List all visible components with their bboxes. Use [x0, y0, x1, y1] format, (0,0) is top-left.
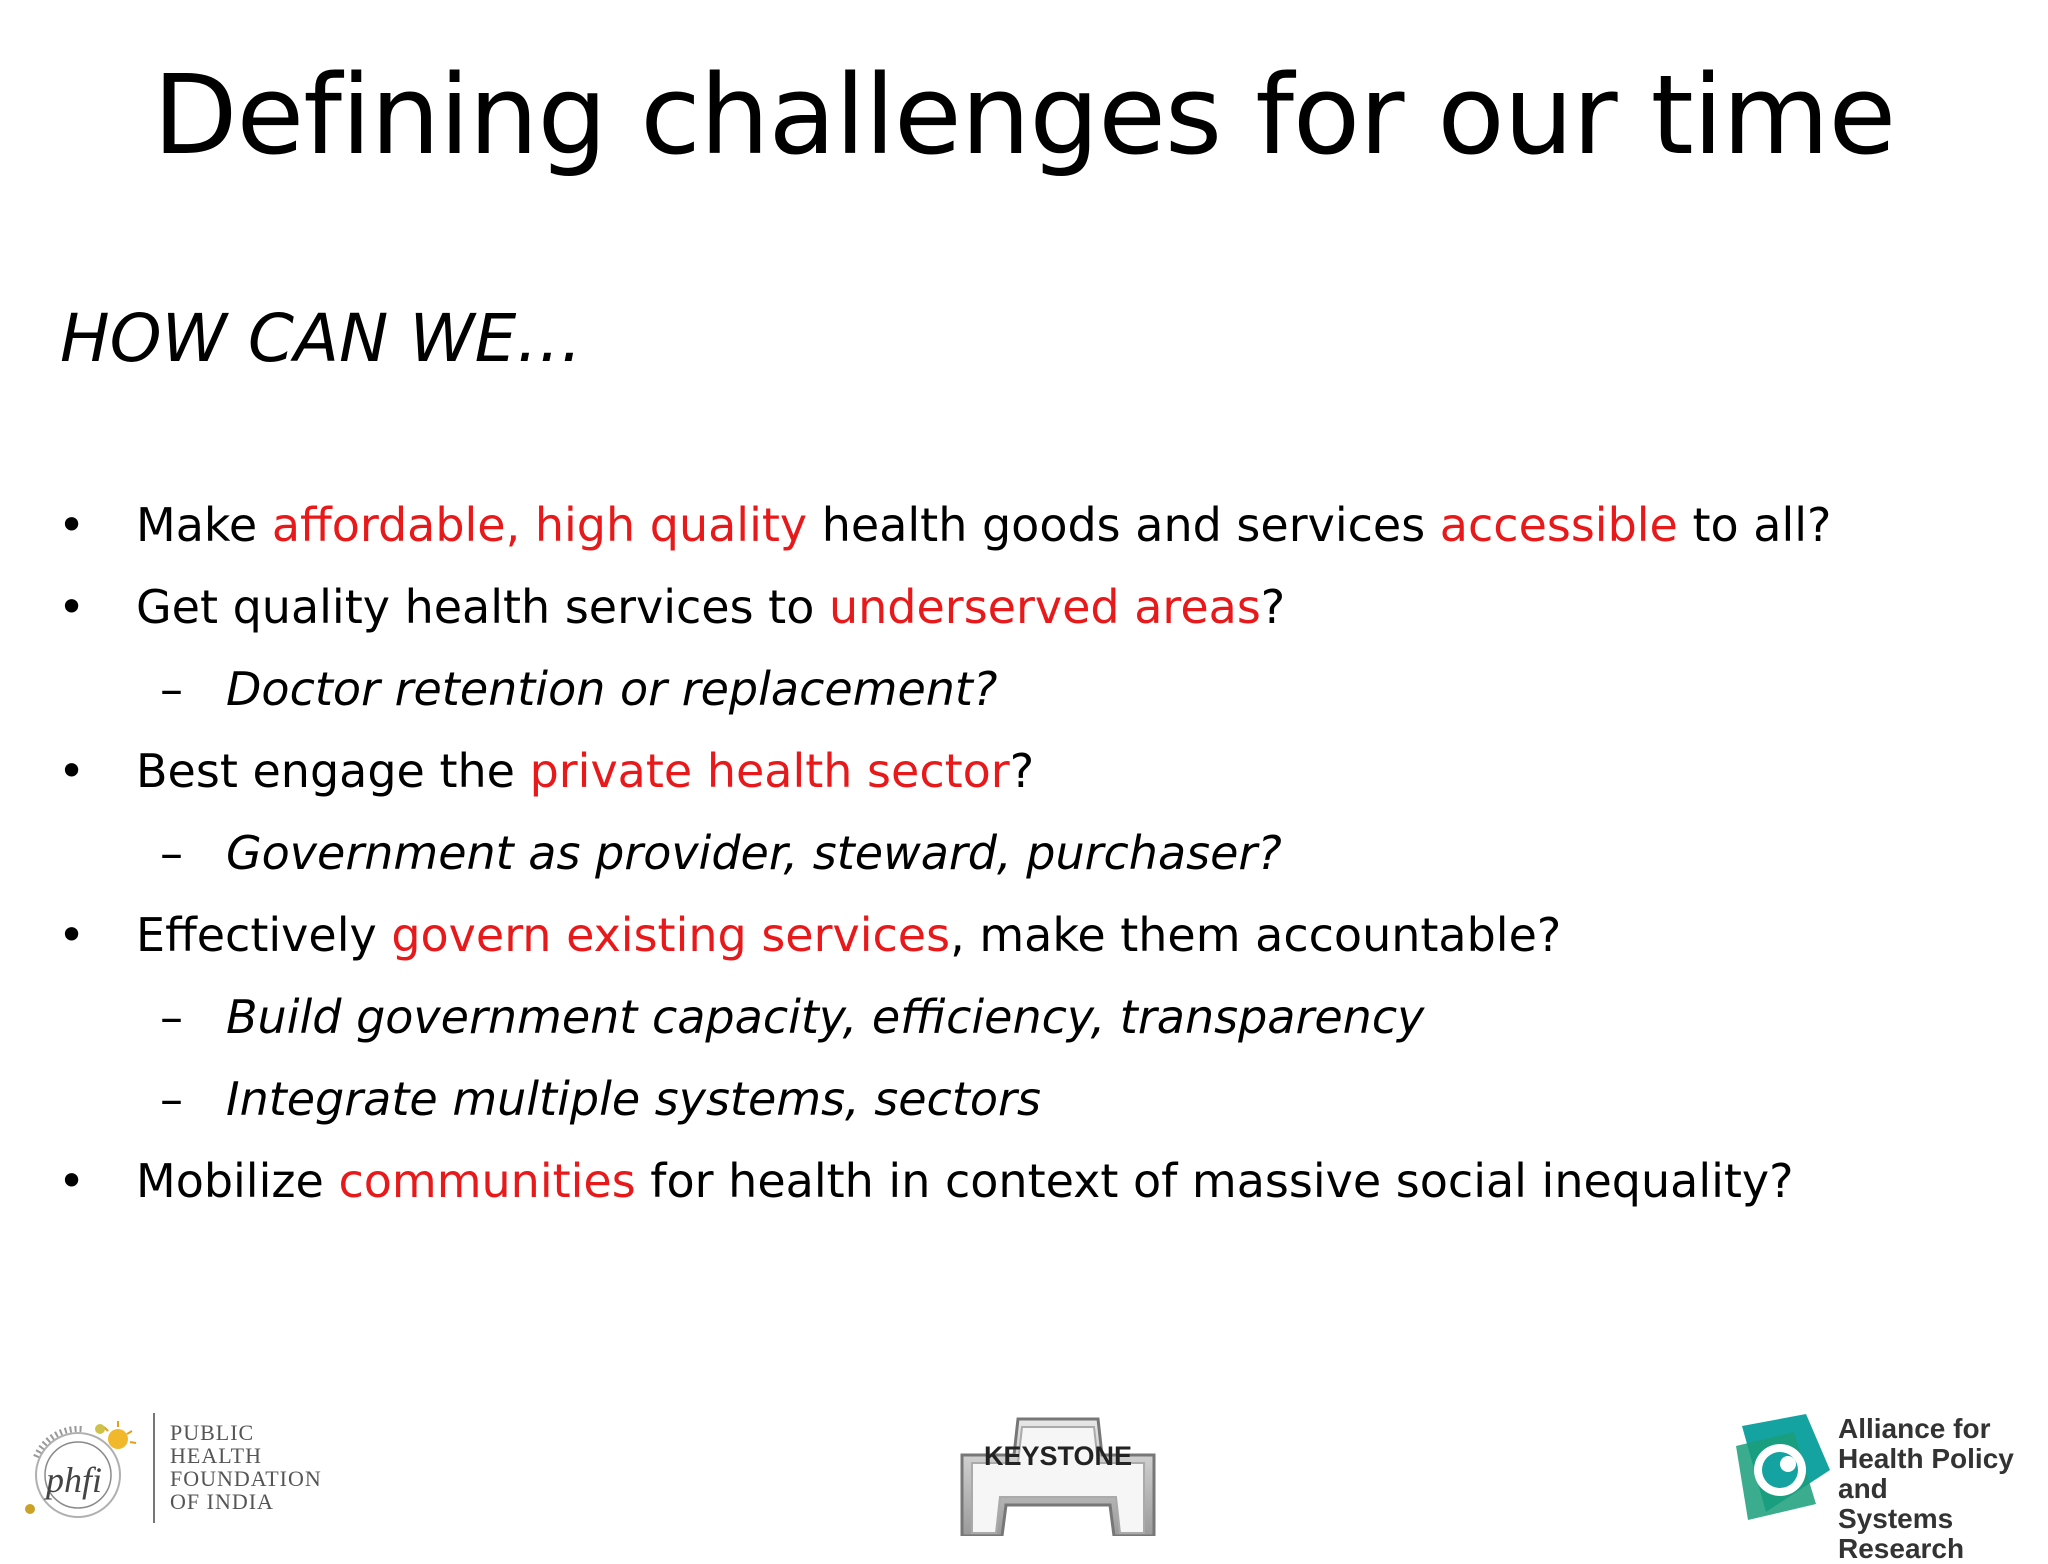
- bullet-text: [226, 812, 1282, 894]
- bullet-text: [226, 648, 997, 730]
- alliance-name: [1838, 1414, 2036, 1564]
- keystone-logo: [958, 1415, 1158, 1536]
- bullet-text: [226, 976, 1424, 1058]
- phfi-name-line: PUBLIC: [170, 1420, 255, 1445]
- text-segment: Doctor retention or replacement?: [226, 662, 998, 716]
- bullet-marker: •: [58, 1154, 86, 1208]
- text-segment: , make them accountable?: [950, 908, 1562, 962]
- highlighted-phrase: private health sector: [529, 744, 1010, 798]
- slide-subtitle: HOW CAN WE…: [60, 300, 583, 377]
- text-segment: Mobilize: [136, 1154, 339, 1208]
- text-segment: Government as provider, steward, purchaser?: [226, 826, 1282, 880]
- alliance-name-line: Systems Research: [1838, 1503, 1965, 1564]
- bullet-marker: •: [58, 744, 86, 798]
- dash-marker: –: [160, 662, 183, 716]
- bullet-text: [136, 1140, 1794, 1222]
- text-segment: health goods and services: [807, 498, 1440, 552]
- bullet-text: [136, 566, 1285, 648]
- text-segment: Get quality health services to: [136, 580, 829, 634]
- text-segment: ?: [1260, 580, 1286, 634]
- phfi-name-line: HEALTH: [170, 1443, 262, 1468]
- dash-marker: –: [160, 990, 183, 1044]
- highlighted-phrase: govern existing services: [391, 908, 951, 962]
- bullet-marker: •: [58, 498, 86, 552]
- phfi-name-line: OF INDIA: [170, 1489, 274, 1514]
- slide-title: Defining challenges for our time: [152, 51, 1896, 179]
- keystone-label: KEYSTONE: [983, 1441, 1133, 1471]
- keystone-shape: [958, 1415, 1158, 1536]
- dash-marker: –: [160, 1072, 183, 1126]
- alliance-name-line: Health Policy and: [1838, 1443, 2014, 1504]
- bullet-text: [226, 1058, 1041, 1140]
- text-segment: to all?: [1677, 498, 1832, 552]
- text-segment: Integrate multiple systems, sectors: [226, 1072, 1041, 1126]
- highlighted-phrase: affordable, high quality: [271, 498, 808, 552]
- bullet-marker: •: [58, 580, 86, 634]
- text-segment: Effectively: [136, 908, 392, 962]
- phfi-name: [170, 1421, 322, 1513]
- phfi-logo: [20, 1405, 340, 1530]
- text-segment: Build government capacity, efficiency, transparency: [226, 990, 1425, 1044]
- phfi-monogram: phfi: [46, 1460, 103, 1500]
- highlighted-phrase: communities: [338, 1154, 636, 1208]
- bullet-text: [136, 484, 1831, 566]
- highlighted-phrase: accessible: [1439, 498, 1678, 552]
- highlighted-phrase: underserved areas: [829, 580, 1261, 634]
- bullet-marker: •: [58, 908, 86, 962]
- bullet-text: [136, 894, 1561, 976]
- text-segment: for health in context of massive social inequality?: [635, 1154, 1794, 1208]
- alliance-name-line: Alliance for: [1838, 1413, 1991, 1444]
- phfi-name-line: FOUNDATION: [170, 1466, 322, 1491]
- alliance-emblem: [1736, 1412, 1836, 1522]
- text-segment: Make: [136, 498, 272, 552]
- text-segment: ?: [1009, 744, 1035, 798]
- bullet-text: [136, 730, 1034, 812]
- alliance-logo: [1736, 1412, 2036, 1564]
- dash-marker: –: [160, 826, 183, 880]
- text-segment: Best engage the: [136, 744, 530, 798]
